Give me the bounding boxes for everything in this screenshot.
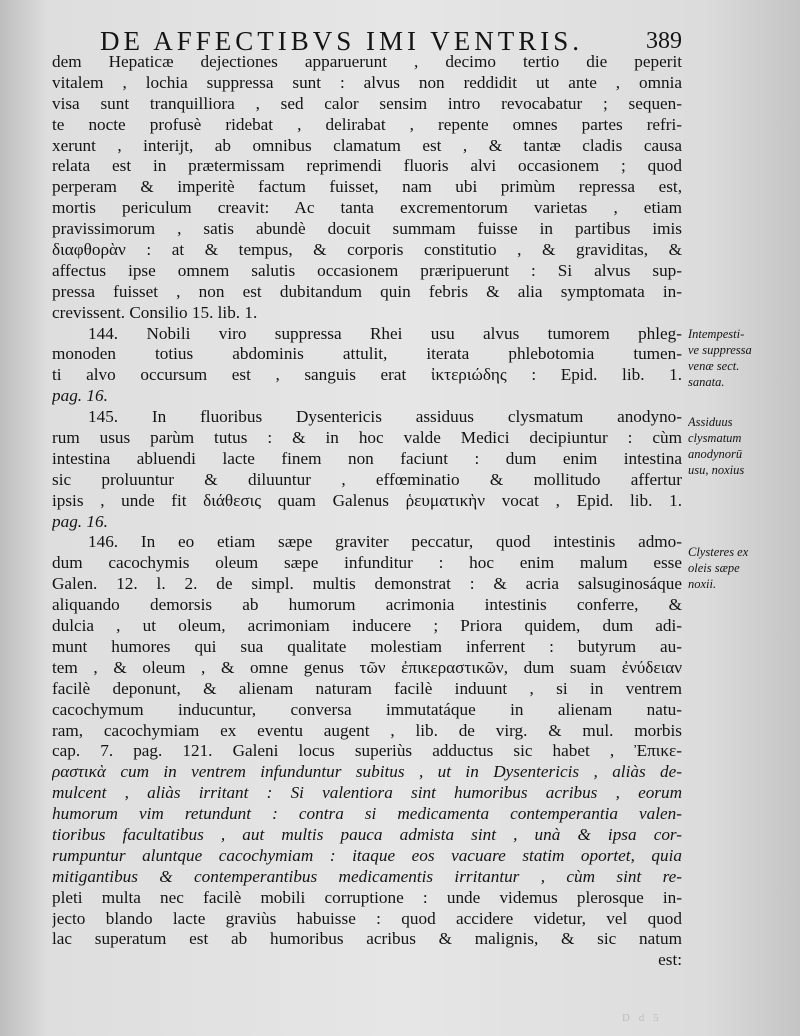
- text-line: facilè deponunt, & alienam naturam facilè induunt , si in ventrem: [52, 678, 682, 698]
- margin-note-line: sanata.: [688, 375, 725, 389]
- text-line: mulcent , aliàs irritant : Si valentiora sint humoribus acribus , eorum: [52, 783, 682, 803]
- margin-note-144: [688, 326, 798, 390]
- text-line: est:: [658, 950, 682, 970]
- text-line: vitalem , lochia suppressa sunt : alvus non reddidit ut ante , omnia: [52, 72, 682, 92]
- running-title: DE AFFECTIBVS IMI VENTRIS.: [100, 26, 584, 56]
- text-line: ipsis , unde fit διάθεσις quam Galenus ῥευματικὴν vocat , Epid. lib. 1.: [52, 490, 682, 510]
- text-line: xerunt , interijt, ab omnibus clamatum est , & tantæ cladis causa: [52, 135, 682, 155]
- margin-note-line: ve suppressa: [688, 343, 752, 357]
- text-line: intestina abluendi lacte finem non faciunt : dum enim intestina: [52, 448, 682, 468]
- margin-note-line: anodynorū: [688, 447, 743, 461]
- text-line: mitigantibus & contemperantibus medicamentis irritantur , cùm sint re-: [52, 866, 682, 886]
- margin-note-line: noxii.: [688, 577, 717, 591]
- text-line: te nocte profusè ridebat , delirabat , repente omnes partes refri-: [52, 114, 682, 134]
- text-line: pravissimorum , satis abundè docuit summam fuisse in partibus imis: [52, 219, 682, 239]
- text-line: 144. Nobili viro suppressa Rhei usu alvus tumorem phleg-: [88, 323, 682, 343]
- text-line: 146. In eo etiam sæpe graviter peccatur, quod intestinis admo-: [88, 532, 682, 552]
- text-line: tioribus facultatibus , aut multis pauca admista sint , unà & ipsa cor-: [52, 824, 682, 844]
- text-line: jecto blando lacte graviùs habuisse : quod accidere videtur, vel quod: [52, 908, 682, 928]
- text-line: dum cacochymis oleum sæpe infunditur : hoc enim malum esse: [52, 553, 682, 573]
- text-line: dem Hepaticæ dejectiones apparuerunt , decimo tertio die peperit: [52, 52, 682, 71]
- margin-note-146: [688, 544, 798, 592]
- text-line: cap. 7. pag. 121. Galeni locus superiùs adductus sic habet , Ἐπικε-: [52, 741, 682, 761]
- text-line: 145. In fluoribus Dysentericis assiduus clysmatum anodyno-: [88, 407, 682, 427]
- margin-note-line: venæ sect.: [688, 359, 740, 373]
- text-line: rumpuntur aluntque cacochymiam : itaque eos vacuare statim oportet, quia: [52, 845, 682, 865]
- text-line: Galen. 12. l. 2. de simpl. multis demonstrat : & acria salsuginosáque: [52, 574, 682, 594]
- text-line: perperam & imperitè factum fuisset, nam ubi primùm repressa est,: [52, 177, 682, 197]
- catchword: D d 5: [622, 1012, 662, 1024]
- margin-note-line: Assiduus: [688, 415, 733, 429]
- text-line: pag. 16.: [52, 386, 108, 406]
- text-line: διαφθορὰν : at & tempus, & corporis constitutio , & graviditas, &: [52, 240, 682, 260]
- text-line: pressa fuisset , non est dubitandum quin febris & alia symptomata in-: [52, 281, 682, 301]
- margin-note-145: [688, 414, 798, 478]
- margin-note-line: clysmatum: [688, 431, 742, 445]
- text-line: ti alvo occursum est , sanguis erat ἰκτεριώδης : Epid. lib. 1.: [52, 365, 682, 385]
- main-text-column: [52, 52, 682, 971]
- text-line: relata est in prætermissam reprimendi fluoris alvi occasionem ; quod: [52, 156, 682, 176]
- text-line: sic proluuntur & diluuntur , effœminatio & mollitudo affertur: [52, 469, 682, 489]
- text-line: lac superatum est ab humoribus acribus & malignis, & sic natum: [52, 929, 682, 949]
- text-line: ram, cacochymiam ex eventu augent , lib. de virg. & mul. morbis: [52, 720, 682, 740]
- page-number: 389: [646, 28, 682, 54]
- text-line: cacochymum inducuntur, conversa immutatáque in alienam natu-: [52, 699, 682, 719]
- text-line: tem , & oleum , & omne genus τῶν ἐπικεραστικῶν, dum suam ἐνύδειαν: [52, 657, 682, 677]
- text-line: pag. 16.: [52, 511, 108, 531]
- text-line: affectus ipse omnem salutis occasionem præripuerunt : Si alvus sup-: [52, 260, 682, 280]
- margin-note-line: Intempesti-: [688, 327, 745, 341]
- margin-note-line: usu, noxius: [688, 463, 745, 477]
- text-line: munt humores qui sua qualitate molestiam inferrent : butyrum au-: [52, 636, 682, 656]
- text-line: mortis periculum creavit: Ac tanta excrementorum varietas , etiam: [52, 198, 682, 218]
- text-line: humorum vim retundunt : contra si medicamenta contemperantia valen-: [52, 804, 682, 824]
- text-line: crevissent. Consilio 15. lib. 1.: [52, 302, 258, 322]
- text-line: visa sunt tranquilliora , sed calor sensim intro revocabatur ; sequen-: [52, 93, 682, 113]
- margin-note-line: Clysteres ex: [688, 545, 749, 559]
- text-line: monoden totius abdominis attulit, iterata phlebotomia tumen-: [52, 344, 682, 364]
- text-line: pleti multa nec facilè mobili corruptione : unde videmus plerosque in-: [52, 887, 682, 907]
- text-line: rum usus parùm tutus : & in hoc valde Medici decipiuntur : cùm: [52, 428, 682, 448]
- text-line: dulcia , ut oleum, acrimoniam inducere ; Priora quidem, dum adi-: [52, 616, 682, 636]
- text-line: aliquando demorsis ab humorum acrimonia intestinis conferre, &: [52, 595, 682, 615]
- text-line: ραστικὰ cum in ventrem infunduntur subitus , ut in Dysentericis , aliàs de-: [52, 762, 682, 782]
- margin-note-line: oleis sæpe: [688, 561, 740, 575]
